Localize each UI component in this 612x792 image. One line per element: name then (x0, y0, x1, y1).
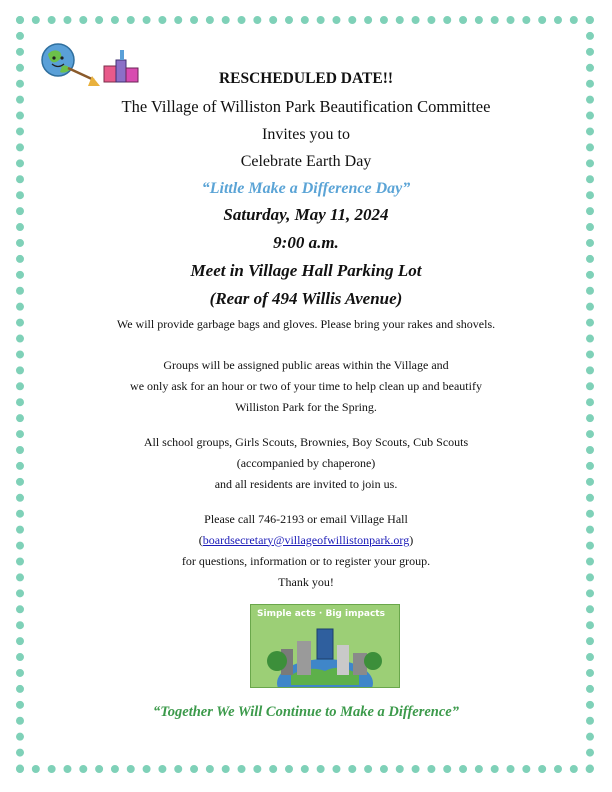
invitees-line: (accompanied by chaperone) (236, 455, 376, 470)
organizer: The Village of Williston Park Beautification Committee (121, 97, 491, 116)
event-name: Celebrate Earth Day (240, 153, 372, 170)
closing-slogan: “Together We Will Continue to Make a Difference” (153, 704, 459, 720)
invitees-paragraph (30, 432, 582, 495)
contact-phone-line: Please call 746-2193 or email Village Hall (204, 511, 408, 526)
invitees-line: and all residents are invited to join us. (214, 476, 398, 491)
illustration-caption: Simple acts · Big impacts (257, 609, 385, 619)
earth-day-illustration (250, 604, 400, 688)
event-slogan: “Little Make a Difference Day” (201, 180, 411, 197)
invitees-line: All school groups, Girls Scouts, Brownies, Boy Scouts, Cub Scouts (143, 434, 469, 449)
event-date: Saturday, May 11, 2024 (223, 205, 389, 224)
thank-you: Thank you! (278, 574, 334, 589)
invite-line: Invites you to (262, 126, 350, 143)
contact-purpose-line: for questions, information or to register your group. (181, 553, 431, 568)
flyer-body (30, 70, 582, 593)
headline: RESCHEDULED DATE!! (218, 70, 394, 87)
groups-line: Williston Park for the Spring. (235, 399, 377, 414)
event-location: Meet in Village Hall Parking Lot (190, 261, 422, 280)
paren-open: ( (198, 532, 203, 547)
groups-line: Groups will be assigned public areas within the Village and (163, 357, 449, 372)
event-time: 9:00 a.m. (273, 233, 339, 252)
event-address: (Rear of 494 Willis Avenue) (209, 289, 403, 308)
groups-paragraph (30, 355, 582, 418)
supplies-note: We will provide garbage bags and gloves. Please bring your rakes and shovels. (116, 317, 496, 331)
groups-line: we only ask for an hour or two of your time to help clean up and beautify (130, 378, 482, 393)
globe-city-icon (251, 605, 399, 687)
contact-paragraph (30, 509, 582, 593)
email-link[interactable]: boardsecretary@villageofwillistonpark.org (202, 532, 410, 547)
paren-close: ) (409, 532, 414, 547)
